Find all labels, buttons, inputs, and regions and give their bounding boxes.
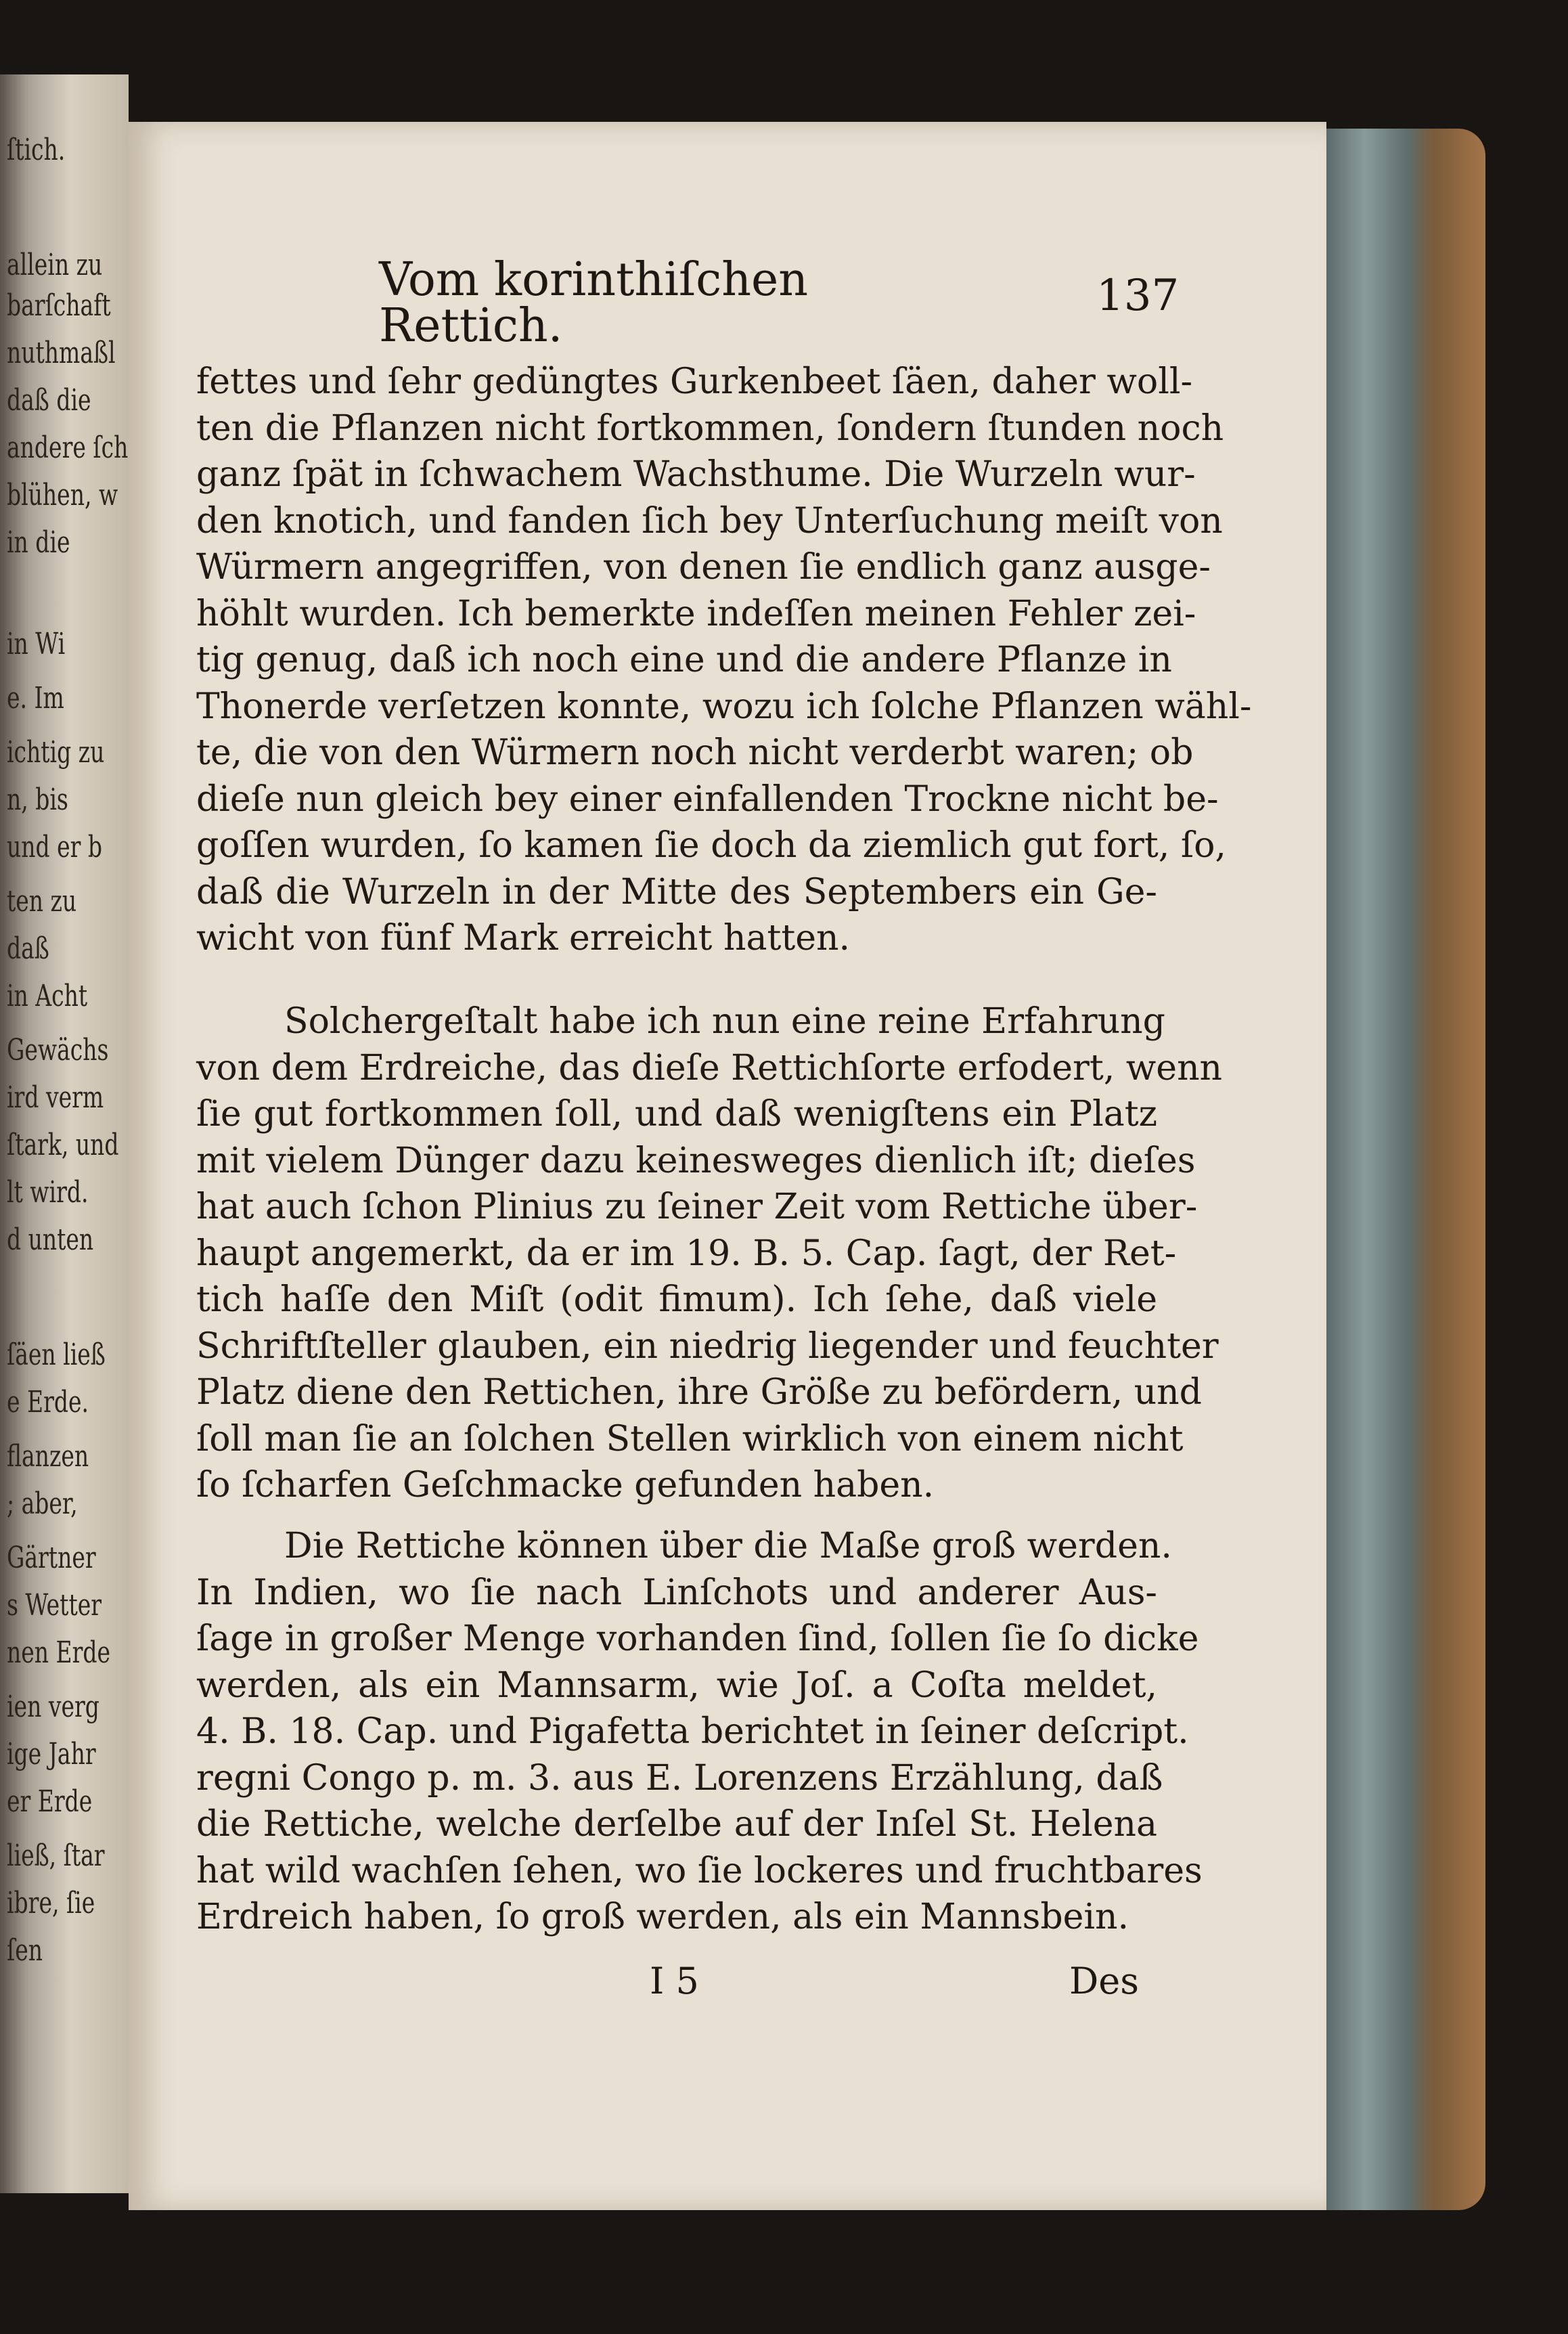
left-page-fragment: ließ, ſtar xyxy=(7,1838,105,1873)
text-line: mit vielem Dünger dazu keinesweges dienlich iſt; dieſes xyxy=(196,1140,1196,1181)
left-page-fragment: blühen, w xyxy=(7,478,118,512)
text-line: Schriftſteller glauben, ein niedrig liegender und feuchter xyxy=(196,1325,1219,1367)
left-page-fragment: Gewächs xyxy=(7,1033,109,1067)
text-line: ſo ſcharfen Geſchmacke gefunden haben. xyxy=(196,1465,935,1505)
text-line: hat auch ſchon Plinius zu ſeiner Zeit vom Rettiche über- xyxy=(196,1187,1198,1227)
text-line: die Rettiche, welche derſelbe auf der Inſel St. Helena xyxy=(196,1804,1157,1845)
left-page-fragment: nuthmaßl xyxy=(7,336,116,370)
text-line: daß die Wurzeln in der Mitte des Septembers ein Ge- xyxy=(196,871,1157,912)
left-page-fragment: und er b xyxy=(7,830,103,864)
text-line: regni Congo p. m. 3. aus E. Lorenzens Erzählung, daß xyxy=(196,1757,1163,1799)
text-line: ſoll man ſie an ſolchen Stellen wirklich von einem nicht xyxy=(196,1418,1184,1459)
text-line: ſie gut fortkommen ſoll, und daß wenigſtens ein Platz xyxy=(196,1094,1157,1135)
left-page-fragment: Gärtner xyxy=(7,1541,96,1575)
left-page-fragment: ibre, ſie xyxy=(7,1886,95,1920)
paragraph-2 xyxy=(196,998,1223,1509)
left-page-fragment: in die xyxy=(7,525,70,560)
left-page-fragment: e. Im xyxy=(7,681,64,715)
left-page-fragment: andere ſch xyxy=(7,431,129,465)
left-page-fragment: ſäen ließ xyxy=(7,1338,106,1372)
left-page-fragment: ; aber, xyxy=(7,1487,78,1521)
catchword: Des xyxy=(1069,1960,1139,2002)
text-line: ten die Pflanzen nicht fortkommen, ſondern ſtunden noch xyxy=(196,408,1224,449)
left-page-fragment: daß die xyxy=(7,383,91,418)
book-fore-edge xyxy=(1313,129,1485,2210)
left-page-fragment: ſen xyxy=(7,1933,43,1968)
left-page-fragment: er Erde xyxy=(7,1784,93,1819)
left-page-fragment: e Erde. xyxy=(7,1385,89,1419)
running-head: Vom korinthiſchen Rettich. xyxy=(379,253,809,353)
left-page-fragment: ſtich. xyxy=(7,133,66,167)
left-page-fragment: ten zu xyxy=(7,884,77,919)
text-line: Solchergeſtalt habe ich nun eine reine Erfahrung xyxy=(284,1001,1165,1042)
text-line: In Indien, wo ſie nach Linſchots und anderer Aus- xyxy=(196,1572,1157,1613)
left-page-fragment: barſchaft xyxy=(7,288,111,323)
left-page-fragment: ige Jahr xyxy=(7,1737,96,1771)
signature-mark: I 5 xyxy=(650,1960,699,2002)
text-line: Thonerde verſetzen konnte, wozu ich ſolche Pflanzen wähl- xyxy=(196,686,1252,727)
text-line: tig genug, daß ich noch eine und die andere Pflanze in xyxy=(196,640,1172,680)
text-line: wicht von fünf Mark erreicht hatten. xyxy=(196,918,851,959)
paragraph-3 xyxy=(196,1523,1203,1941)
text-line: tich haſſe den Miſt (odit fimum). Ich ſehe, daß viele xyxy=(196,1279,1157,1320)
text-line: haupt angemerkt, da er im 19. B. 5. Cap. ſagt, der Ret- xyxy=(196,1233,1177,1274)
text-line: von dem Erdreiche, das dieſe Rettichſorte erfodert, wenn xyxy=(196,1047,1223,1088)
text-line: hat wild wachſen ſehen, wo ſie lockeres und fruchtbares xyxy=(196,1850,1203,1891)
text-line: Erdreich haben, ſo groß werden, als ein Mannsbein. xyxy=(196,1897,1129,1937)
text-line: Platz diene den Rettichen, ihre Größe zu befördern, und xyxy=(196,1372,1202,1413)
left-page-fragment: nen Erde xyxy=(7,1635,111,1670)
left-page-fragment: ien verg xyxy=(7,1690,99,1724)
text-line: werden, als ein Mannsarm, wie Joſ. a Coſta meldet, xyxy=(196,1665,1157,1706)
left-page-fragment: in Wi xyxy=(7,627,66,661)
text-line: goſſen wurden, ſo kamen ſie doch da ziemlich gut fort, ſo, xyxy=(196,825,1226,866)
paragraph-1 xyxy=(196,359,1252,962)
text-line: dieſe nun gleich bey einer einfallenden Trockne nicht be- xyxy=(196,778,1219,820)
left-page-fragment: d unten xyxy=(7,1223,94,1257)
text-line: te, die von den Würmern noch nicht verderbt waren; ob xyxy=(196,732,1194,773)
text-line: ganz ſpät in ſchwachem Wachsthume. Die Wurzeln wur- xyxy=(196,454,1196,495)
left-page-fragment: ird verm xyxy=(7,1080,104,1115)
left-page-fragment: lt wird. xyxy=(7,1175,89,1210)
left-page-fragment: n, bis xyxy=(7,783,68,817)
left-page-fragment: ſtark, und xyxy=(7,1128,119,1162)
text-line: Würmern angegriffen, von denen ſie endlich ganz ausge- xyxy=(196,547,1211,588)
left-page-fragment: allein zu xyxy=(7,248,103,282)
text-line: 4. B. 18. Cap. und Pigafetta berichtet in ſeiner deſcript. xyxy=(196,1711,1189,1752)
text-line: den knotich, und fanden ſich bey Unterſuchung meiſt von xyxy=(196,500,1223,542)
text-line: höhlt wurden. Ich bemerkte indeſſen meinen Fehler zei- xyxy=(196,593,1196,634)
left-page-fragment: daß xyxy=(7,931,49,966)
text-line: Die Rettiche können über die Maße groß werden. xyxy=(284,1526,1172,1566)
left-page-fragment: in Acht xyxy=(7,979,88,1013)
left-page-fragment: flanzen xyxy=(7,1439,89,1474)
left-page-edge xyxy=(0,74,129,2193)
text-line: ſage in großer Menge vorhanden ſind, ſollen ſie ſo dicke xyxy=(196,1619,1199,1659)
left-page-fragment: ichtig zu xyxy=(7,735,105,770)
page-number: 137 xyxy=(1096,271,1180,321)
left-page-fragment: s Wetter xyxy=(7,1588,102,1623)
text-line: fettes und ſehr gedüngtes Gurkenbeet ſäen, daher woll- xyxy=(196,361,1193,402)
